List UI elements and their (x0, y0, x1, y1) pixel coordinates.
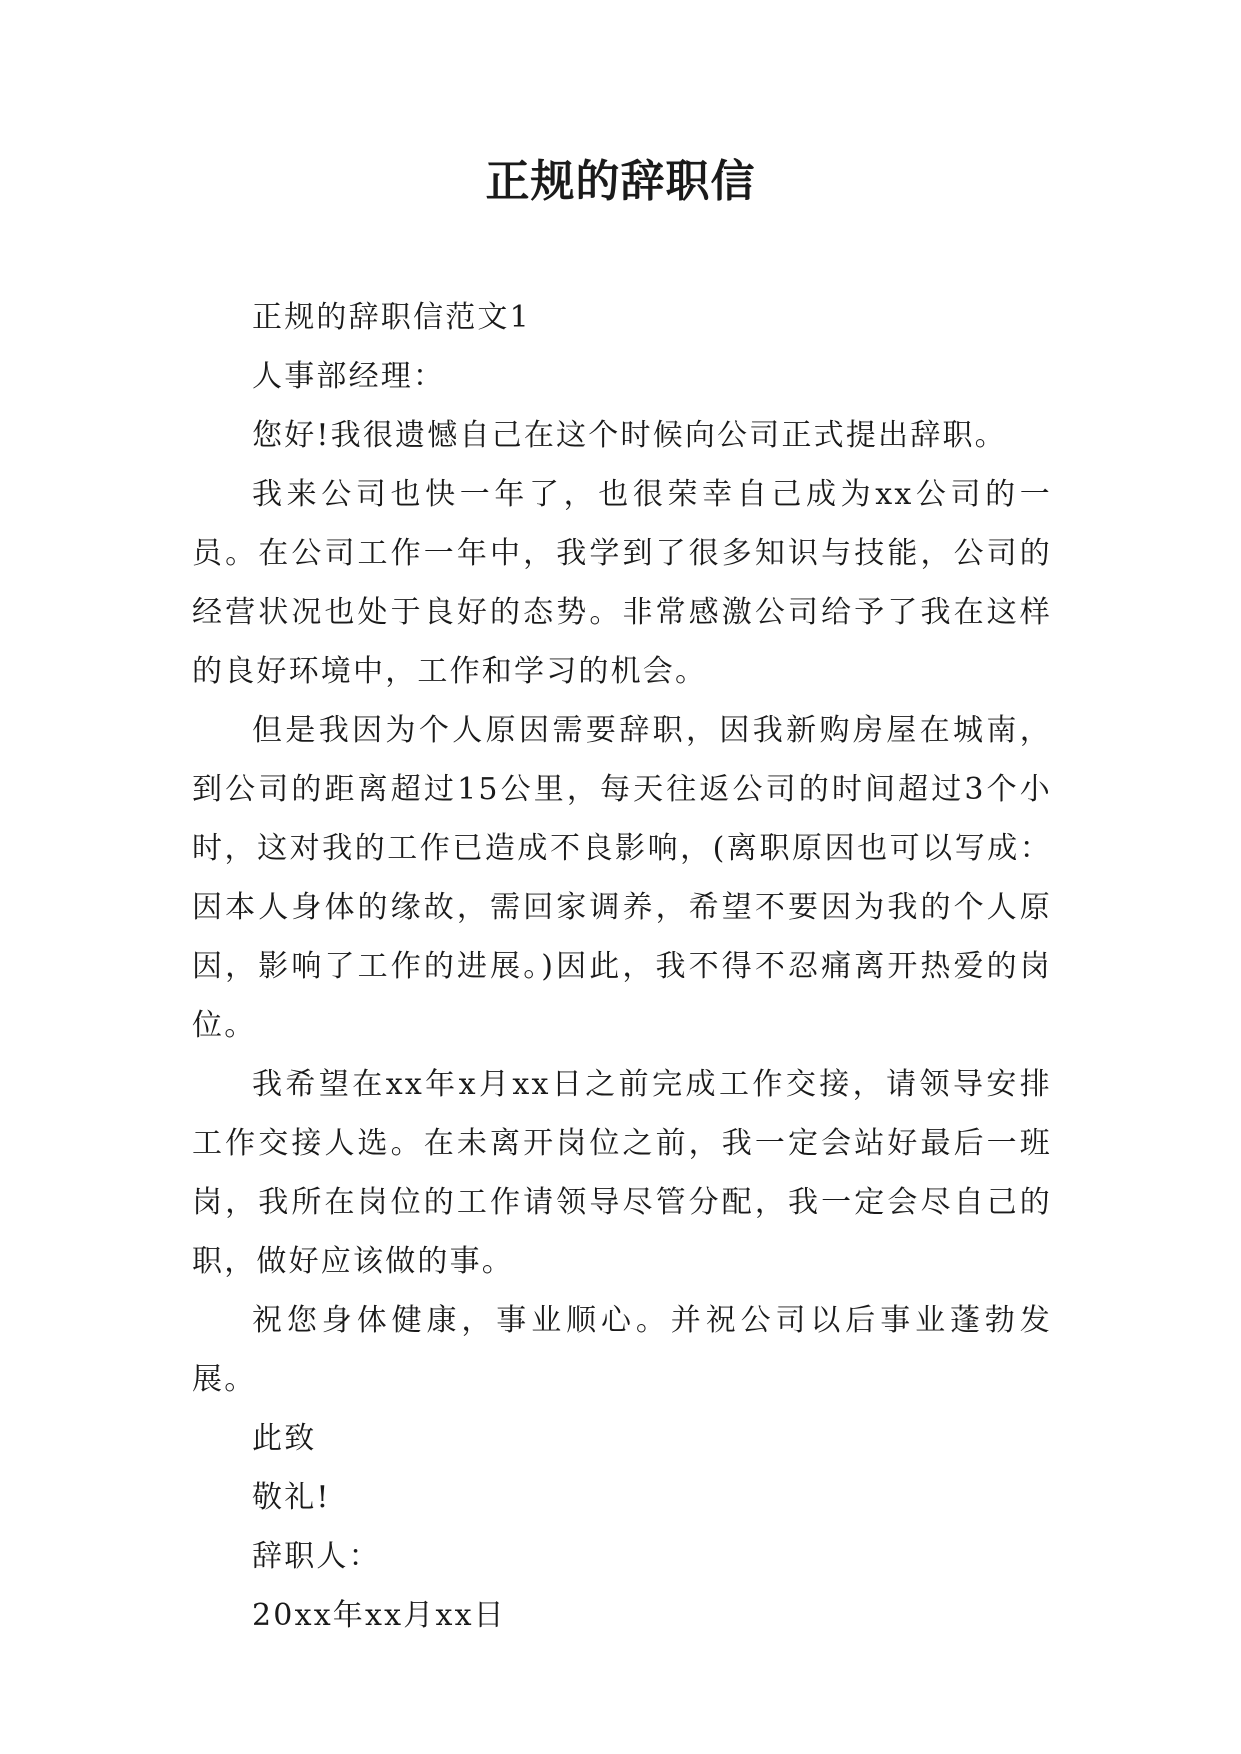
letter-closing: 此致 (252, 1421, 317, 1456)
letter-signer: 辞职人： (252, 1539, 381, 1574)
letter-subtitle: 正规的辞职信范文1 (252, 300, 531, 335)
letter-wishes: 祝您身体健康，事业顺心。并祝公司以后事业蓬勃发展。 (192, 1303, 1052, 1397)
letter-greeting: 您好!我很遗憾自己在这个时候向公司正式提出辞职。 (252, 418, 1007, 453)
letter-paragraph: 我来公司也快一年了，也很荣幸自己成为xx公司的一员。在公司工作一年中，我学到了很多知识与技能，公司的经营状况也处于良好的态势。非常感激公司给予了我在这样的良好环境中，工作和学习的机会。 (192, 477, 1052, 689)
letter-paragraph: 但是我因为个人原因需要辞职，因我新购房屋在城南，到公司的距离超过15公里，每天往返公司的时间超过3个小时，这对我的工作已造成不良影响，(离职原因也可以写成：因本人身体的缘故，需回家调养，希望不要因为我的个人原因，影响了工作的进展。)因此，我不得不忍痛离开热爱的岗位。 (192, 713, 1052, 1043)
letter-paragraph: 我希望在xx年x月xx日之前完成工作交接，请领导安排工作交接人选。在未离开岗位之前，我一定会站好最后一班岗，我所在岗位的工作请领导尽管分配，我一定会尽自己的职，做好应该做的事。 (192, 1067, 1052, 1279)
document-title: 正规的辞职信 (485, 156, 756, 207)
letter-salutation: 人事部经理： (252, 359, 446, 394)
letter-date: 20xx年xx月xx日 (252, 1598, 506, 1633)
letter-regards: 敬礼! (252, 1480, 331, 1515)
document-body (192, 288, 1052, 1645)
